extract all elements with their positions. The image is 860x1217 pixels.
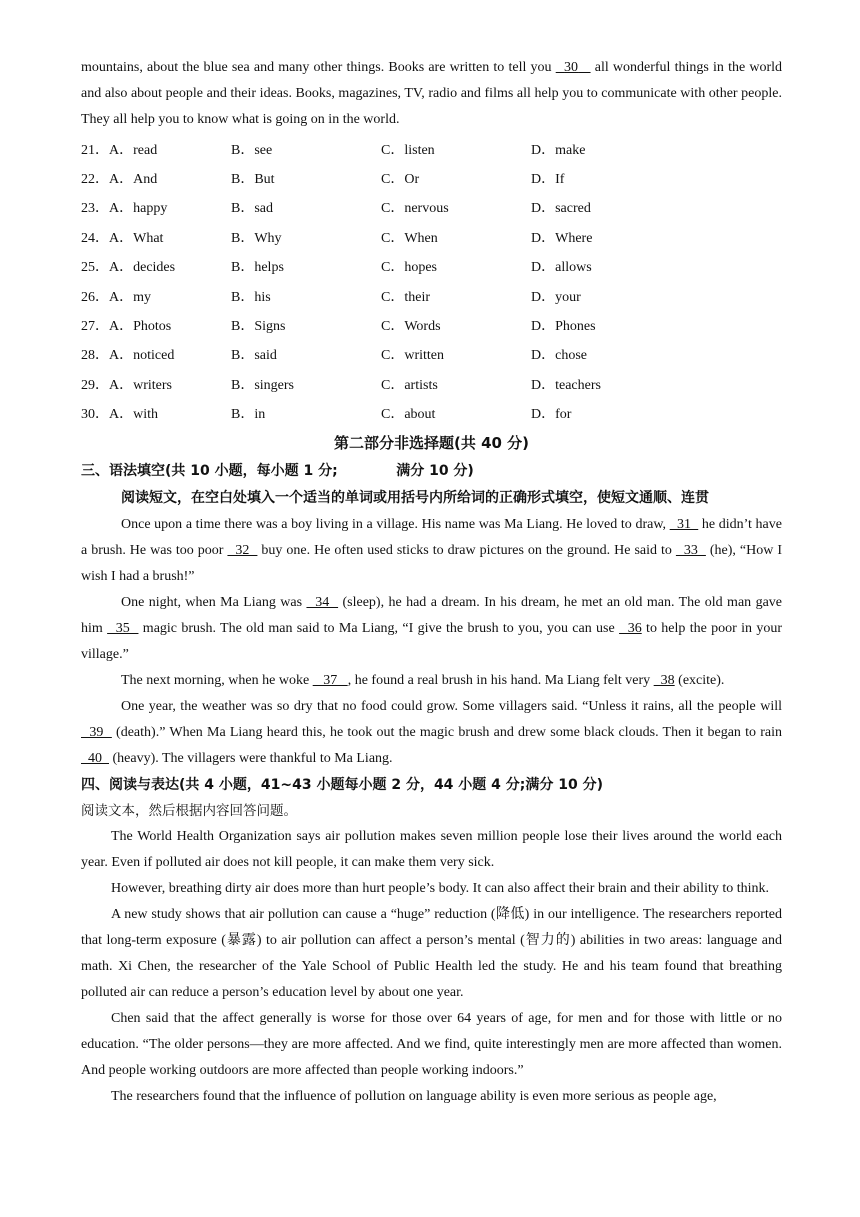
reading-paragraph: Chen said that the affect generally is worse for those over 64 years of age, for men and for those with little or no education. “The older persons—they are more affected. And we find, quite interestingly men are more affected than women. And people working outdoors are more affected than people working indoors.”: [81, 1010, 782, 1078]
reading-paragraph: The World Health Organization says air pollution makes seven million people lose their lives around the world each year. Even if polluted air does not kill people, it can make them very sick.: [81, 828, 782, 870]
exam-page: [81, 55, 782, 1110]
blank-33: 33: [675, 542, 706, 558]
blank-38: 38: [653, 672, 675, 688]
cloze-paragraph-2: One night, when Ma Liang was 34 (sleep), he had a dream. In his dream, he met an old man. The old man gave him 35 magic brush. The old man said to Ma Liang, “I give the brush to you, you can use 36 to help the poor in your village.”: [81, 594, 783, 662]
option-row: 27．A．Photos B．Signs C．Words D．Phones: [81, 319, 596, 335]
option-row: 23．A．happy B．sad C．nervous D．sacred: [81, 201, 591, 217]
cloze-paragraph-4: One year, the weather was so dry that no food could grow. Some villagers said. “Unless it rains, all the people will 39 (death).” When Ma Liang heard this, he took out the magic brush and drew some black clouds. Then it began to rain 40 (heavy). The villagers were thankful to Ma Liang.: [81, 698, 783, 766]
option-row: 25．A．decides B．helps C．hopes D．allows: [81, 260, 592, 276]
section4-instruction: 阅读文本，然后根据内容回答问题。: [81, 802, 297, 819]
section4-title: 四、阅读与表达(共 4 小题，41~43 小题每小题 2 分，44 小题 4 分;满分 10 分): [81, 776, 604, 793]
blank-37: 37: [312, 672, 348, 688]
part2-title: 第二部分非选择题(共 40 分): [333, 433, 530, 452]
option-row: 29．A．writers B．singers C．artists D．teachers: [81, 377, 601, 393]
blank-35: 35: [107, 620, 139, 636]
blank-36: 36: [619, 620, 642, 636]
blank-30: 30: [564, 60, 579, 75]
section3-title: 三、语法填空(共 10 小题，每小题 1 分; 满分 10 分): [81, 462, 474, 479]
intro-text-cont: all wonderful things in the world and also about people and their ideas. Books, magazines, TV, radio and films all help you to communicate with other people. They all help you to know what is going on in the world.: [81, 60, 783, 127]
cloze-paragraph-1: Once upon a time there was a boy living in a village. His name was Ma Liang. He loved to draw, 31 he didn’t have a brush. He was too poor 32 buy one. He often used sticks to draw pictures on the ground. He said to 33 (he), “How I wish I had a brush!”: [81, 516, 783, 584]
blank-40: 40: [81, 750, 109, 766]
blank-34: 34: [306, 594, 339, 610]
blank-39: 39: [81, 724, 112, 740]
option-row: 21．A．read B．see C．listen D．make: [81, 142, 586, 158]
cloze-paragraph-3: The next morning, when he woke 37 , he found a real brush in his hand. Ma Liang felt very 38 (excite).: [121, 672, 725, 688]
option-row: 22．A．And B．But C．Or D．If: [81, 172, 565, 188]
section3-instruction: 阅读短文，在空白处填入一个适当的单词或用括号内所给词的正确形式填空，使短文通顺、连贯: [121, 489, 709, 506]
options-list: [81, 134, 782, 428]
option-row: 28．A．noticed B．said C．written D．chose: [81, 348, 587, 364]
reading-paragraph: A new study shows that air pollution can cause a “huge” reduction (降低) in our intelligence. The researchers reported that long-term exposure (暴露) to air pollution can affect a person’s mental (智力的) abilities in two areas: language and math. Xi Chen, the researcher of the Yale School of Public Health led the study. He and his team found that breathing polluted air can reduce a person’s education level by about one year.: [81, 906, 782, 1000]
option-row: 30．A．with B．in C．about D．for: [81, 407, 572, 423]
option-row: 24．A．What B．Why C．When D．Where: [81, 230, 593, 246]
option-row: 26．A．my B．his C．their D．your: [81, 289, 581, 305]
intro-text: mountains, about the blue sea and many other things. Books are written to tell you: [81, 60, 556, 75]
blank-32: 32: [227, 542, 258, 558]
intro-paragraph: [81, 55, 782, 133]
blank-31: 31: [669, 516, 699, 532]
reading-paragraph: However, breathing dirty air does more than hurt people’s body. It can also affect their brain and their ability to think.: [111, 880, 770, 896]
reading-paragraph: The researchers found that the influence of pollution on language ability is even more serious as people age,: [111, 1088, 717, 1104]
